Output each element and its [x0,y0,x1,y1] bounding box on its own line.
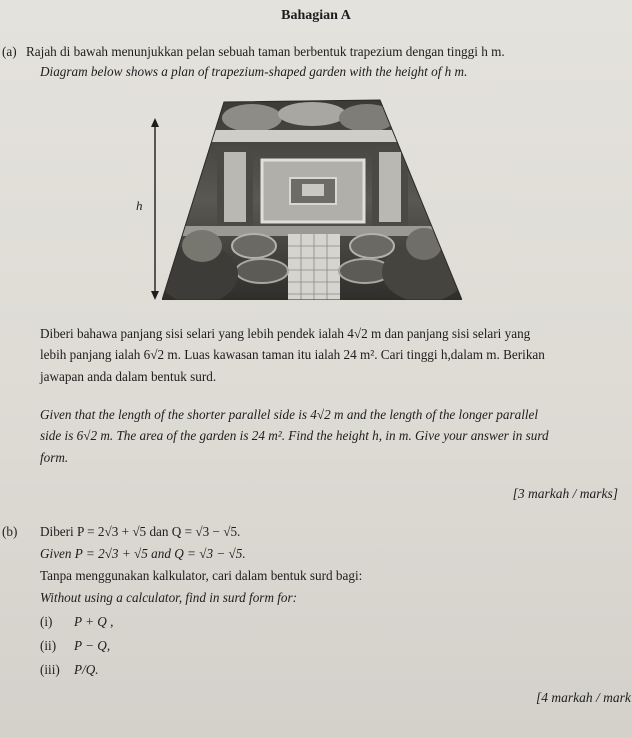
question-a-english-line: Diagram below shows a plan of trapezium-shaped garden with the height of h m. [40,64,468,79]
question-b-malay-given: Diberi P = 2√3 + √5 dan Q = √3 − √5. [40,524,241,539]
question-a-english-para-line-3: form. [40,450,69,465]
garden-trapezium-image [162,96,462,300]
question-b-english-instruction: Without using a calculator, find in surd form for: [40,590,298,605]
question-a-english-para-line-2: side is 6√2 m. The area of the garden is 24 m². Find the height h, in m. Give your answer in surd [40,428,549,443]
height-arrow-icon [148,118,162,300]
question-a-english-para-line-1: Given that the length of the shorter parallel side is 4√2 m and the length of the longer parallel [40,407,539,422]
question-b-malay-instruction: Tanpa menggunakan kalkulator, cari dalam bentuk surd bagi: [40,568,363,583]
question-a-malay-line: Rajah di bawah menunjukkan pelan sebuah taman berbentuk trapezium dengan tinggi h m. [26,44,505,59]
question-a-malay-para-line-2: lebih panjang ialah 6√2 m. Luas kawasan taman itu ialah 24 m². Cari tinggi h,dalam m. Berikan [40,347,545,362]
section-title: Bahagian A [281,8,351,23]
question-b-part-ii-number: (ii) [40,638,57,653]
question-b-part-i-number: (i) [40,614,53,629]
question-a-malay-para-line-3: jawapan anda dalam bentuk surd. [40,369,217,384]
question-b-part-ii-expression: P − Q, [74,638,111,653]
question-a-malay-para-line-1: Diberi bahawa panjang sisi selari yang lebih pendek ialah 4√2 m dan panjang sisi selari yang [40,326,531,341]
question-b-marks: [4 markah / mark [536,690,631,705]
question-a-marks: [3 markah / marks] [512,486,618,501]
height-label: h [136,198,143,213]
question-b-label: (b) [2,524,18,539]
question-a-label: (a) [2,44,17,59]
question-b-part-iii-expression: P/Q. [74,662,99,677]
question-b-english-given: Given P = 2√3 + √5 and Q = √3 − √5. [40,546,246,561]
question-b-part-i-expression: P + Q , [74,614,114,629]
question-b-part-iii-number: (iii) [40,662,60,677]
